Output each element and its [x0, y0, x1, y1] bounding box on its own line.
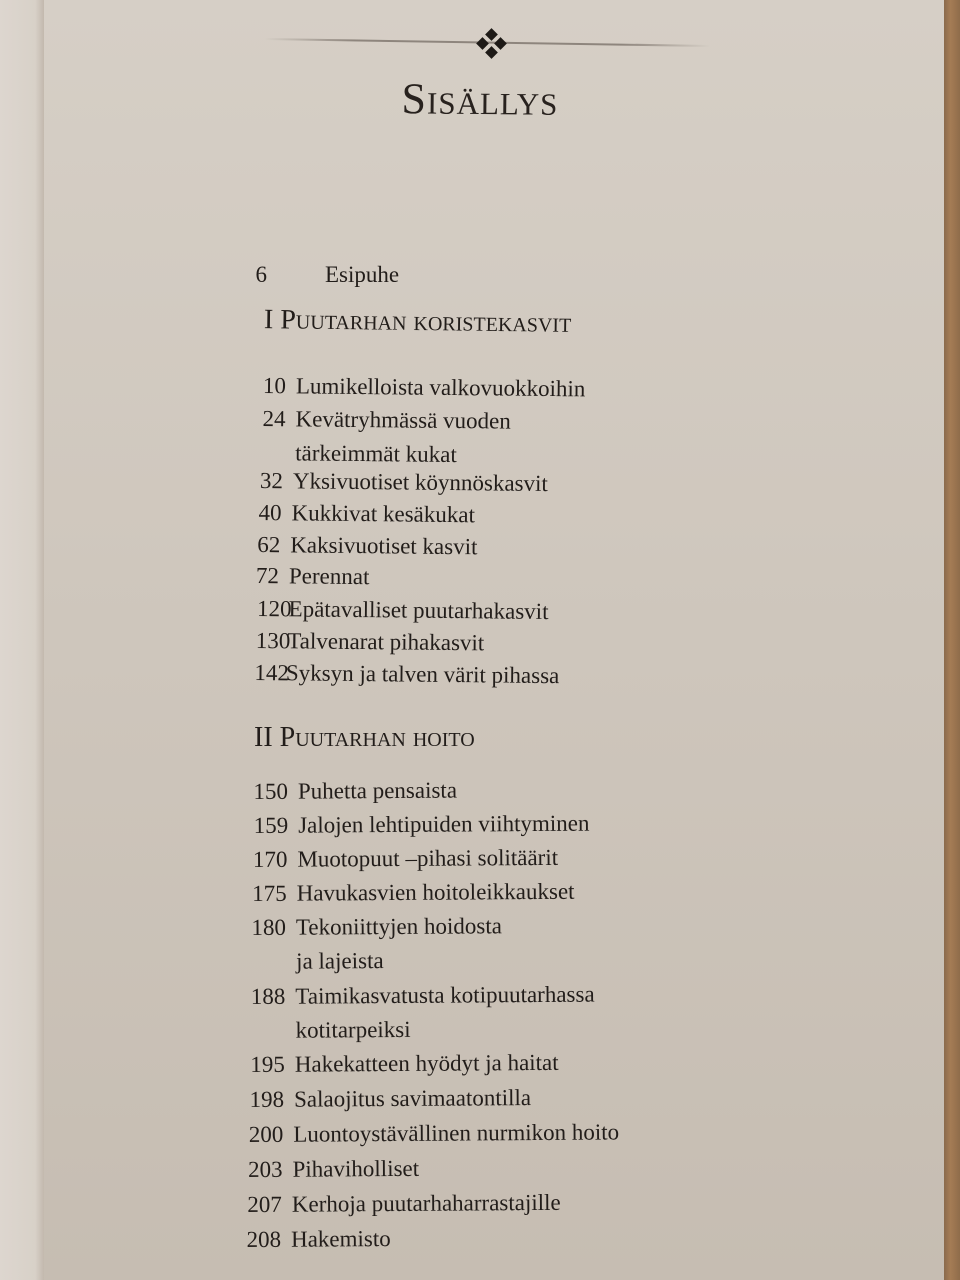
entry-title: Luontoystävällinen nurmikon hoito [293, 1119, 620, 1147]
page-number: 195 [250, 1051, 285, 1078]
page-number: 72 [255, 562, 280, 589]
entry-title: Lumikelloista valkovuokkoihin [295, 373, 586, 402]
page-number: 24 [262, 406, 286, 432]
page-title: Sisällys [401, 74, 559, 125]
entry-title: Puhetta pensaista [297, 777, 458, 804]
entry-title: Talvenarat pihakasvit [287, 628, 485, 656]
page-number: 120 [256, 595, 292, 622]
page-number: 130 [255, 627, 291, 654]
entry-title: Tekoniittyjen hoidosta [295, 913, 502, 940]
section-heading-2: II Puutarhan hoito [254, 722, 475, 753]
entry-title: Hakekatteen hyödyt ja haitat [294, 1049, 559, 1077]
entry-title: Esipuhe [325, 262, 400, 287]
page-number: 150 [253, 778, 289, 804]
page-number: 170 [252, 846, 288, 872]
page-number: 6 [255, 262, 267, 287]
page-number: 62 [257, 531, 281, 558]
page-number: 207 [247, 1191, 282, 1218]
entry-title: Pihaviholliset [292, 1155, 420, 1182]
page-number: 142 [254, 659, 290, 686]
entry-title: Taimikasvatusta kotipuutarhassa [295, 981, 595, 1009]
entry-title-continued: ja lajeista [296, 948, 384, 974]
entry-title: Jalojen lehtipuiden viihtyminen [298, 810, 590, 838]
page-number: 175 [252, 880, 287, 906]
entry-title: Havukasvien hoitoleikkaukset [296, 878, 575, 906]
page-number: 208 [246, 1226, 282, 1253]
entry-title: Kevätryhmässä vuoden [295, 406, 511, 434]
entry-title: Muotopuut –pihasi solitäärit [297, 844, 559, 872]
page-number: 40 [258, 499, 282, 526]
entry-title: Hakemisto [290, 1226, 391, 1252]
page-number: 203 [247, 1156, 283, 1183]
entry-title: Perennat [288, 563, 370, 590]
entry-title-continued: kotitarpeiksi [295, 1016, 411, 1043]
page-number: 188 [250, 983, 286, 1009]
entry-title: Salaojitus savimaatontilla [294, 1085, 532, 1112]
entry-title: Syksyn ja talven värit pihassa [285, 660, 560, 689]
entry-title-continued: tärkeimmät kukat [295, 440, 457, 468]
page-number: 32 [259, 468, 284, 494]
page-number: 200 [248, 1121, 284, 1148]
page-number: 180 [251, 914, 286, 940]
entry-title: Kaksivuotiset kasvit [290, 532, 478, 560]
section-heading-1: I Puutarhan koristekasvit [263, 304, 572, 339]
page-number: 198 [249, 1086, 285, 1113]
page-number: 10 [262, 373, 287, 399]
entry-title: Yksivuotiset köynnöskasvit [292, 468, 548, 497]
entry-title: Kerhoja puutarhaharrastajille [291, 1189, 561, 1217]
entry-title: Epätavalliset puutarhakasvit [288, 596, 549, 625]
entry-title: Kukkivat kesäkukat [291, 500, 476, 528]
page-number: 159 [253, 812, 289, 838]
